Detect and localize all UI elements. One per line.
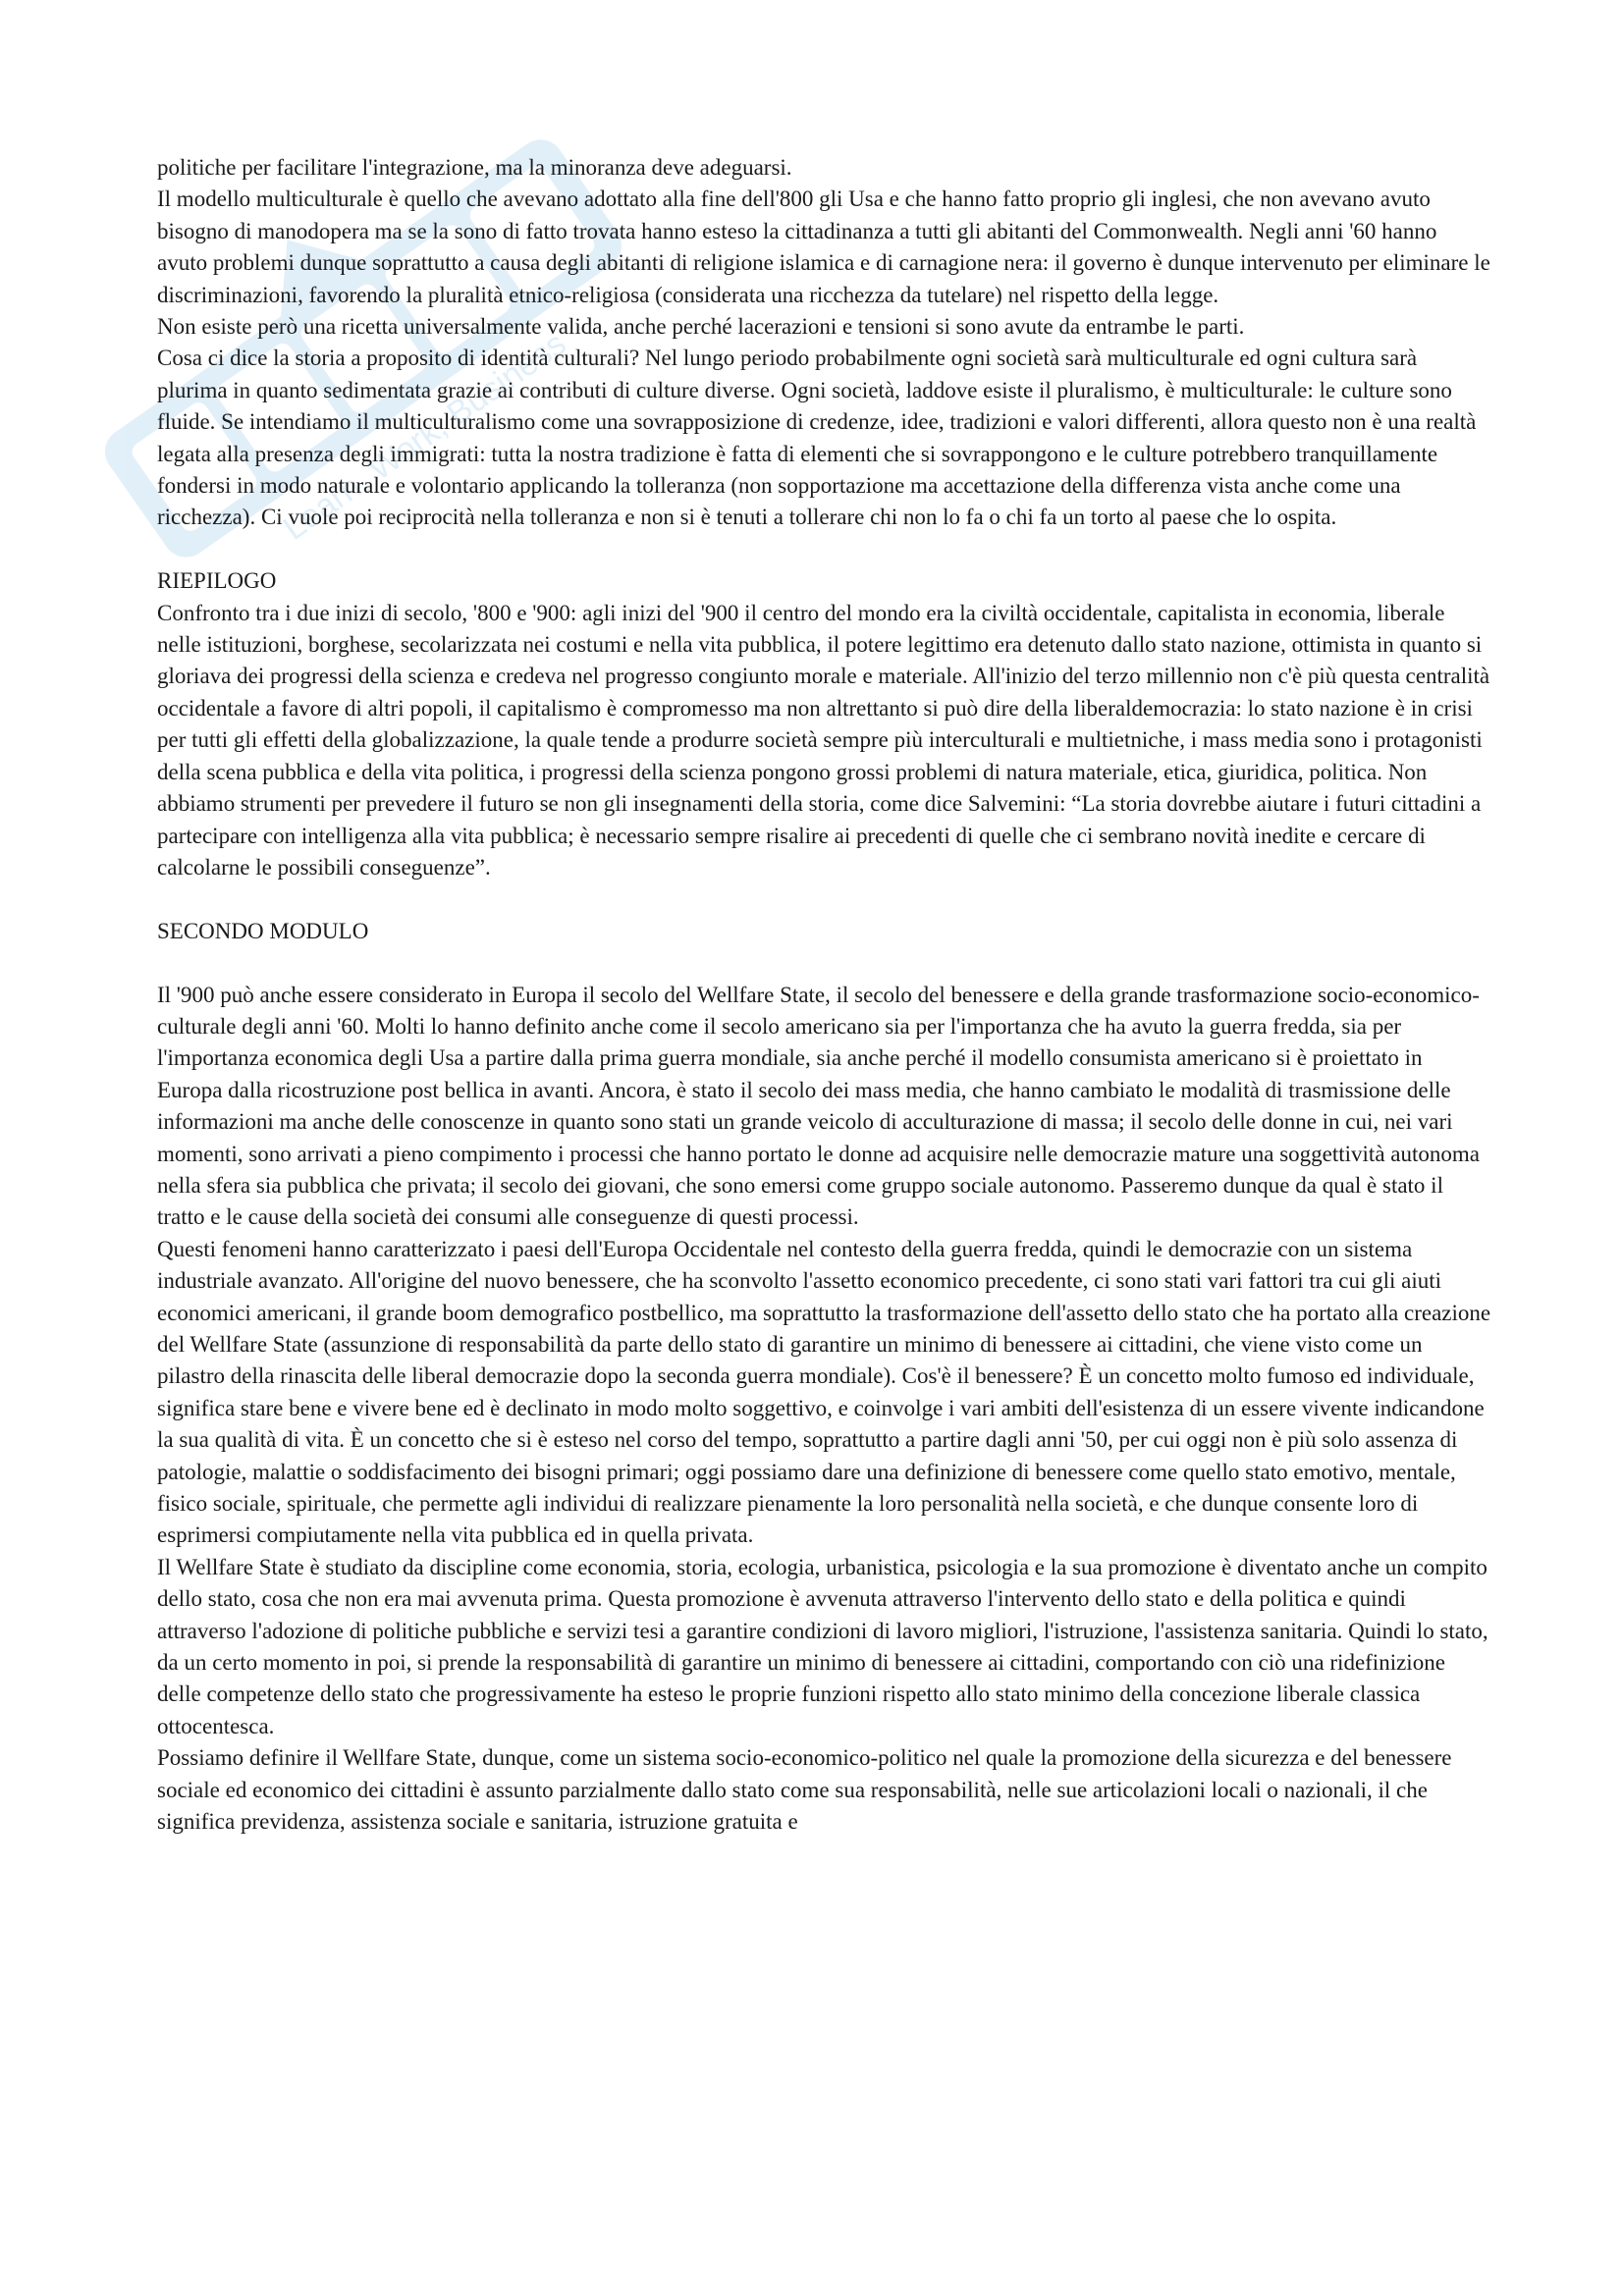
paragraph-wellfare-definition: Possiamo definire il Wellfare State, dunque, come un sistema socio-economico-politico nel quale la promozione della sicurezza e del benessere sociale ed economico dei cittadini è assunto parzialmente dallo stato come sua responsabilità, nelle sue articolazioni locali o nazionali, il che significa previdenza, assistenza sociale e sanitaria, istruzione gratuita e [157,1745,1452,1835]
paragraph-wellfare-disciplines: Il Wellfare State è studiato da discipline come economia, storia, ecologia, urbanistica, psicologia e la sua promozione è diventato anche un compito dello stato, cosa che non era mai avvenuta prima. Questa promozione è avvenuta attraverso l'intervento dello stato e della politica e quindi attraverso l'adozione di politiche pubbliche e servizi tesi a garantire condizioni di lavoro migliori, l'istruzione, l'assistenza sanitaria. Quindi lo stato, da un certo momento in poi, si prende la responsabilità di garantire un minimo di benessere ai cittadini, comportando con ciò una ridefinizione delle competenze dello stato che progressivamente ha esteso le proprie funzioni rispetto allo stato minimo della concezione liberale classica ottocentesca. [157,1554,1488,1738]
spacer [157,534,1492,565]
paragraph-western-europe: Questi fenomeni hanno caratterizzato i paesi dell'Europa Occidentale nel contesto della guerra fredda, quindi le democrazie con un sistema industriale avanzato. All'origine del nuovo benessere, che ha sconvolto l'assetto economico precedente, ci sono stati vari fattori tra cui gli aiuti economici americani, il grande boom demografico postbellico, ma soprattutto la trasformazione dell'assetto dello stato che ha portato alla creazione del Wellfare State (assunzione di responsabilità da parte dello stato di garantire un minimo di benessere ai cittadini, che viene visto come un pilastro della rinascita delle liberal democrazie dopo la seconda guerra mondiale). Cos'è il benessere? È un concetto molto fumoso ed individuale, significa stare bene e vivere bene ed è declinato in modo molto soggettivo, e coinvolge i vari ambiti dell'esistenza di un essere vivente indicandone la sua qualità di vita. È un concetto che si è esteso nel corso del tempo, soprattutto a partire dagli anni '50, per cui oggi non è più solo assenza di patologie, malattie o soddisfacimento dei bisogni primari; oggi possiamo dare una definizione di benessere come quello stato emotivo, mentale, fisico sociale, spirituale, che permette agli individui di realizzare pienamente la loro personalità nella società, e che dunque consente loro di esprimersi compiutamente nella vita pubblica ed in quella privata. [157,1236,1491,1548]
heading-riepilogo: RIEPILOGO [157,568,277,594]
heading-secondo-modulo: SECONDO MODULO [157,918,369,943]
paragraph-integration: politiche per facilitare l'integrazione, ma la minoranza deve adeguarsi. [157,155,792,180]
paragraph-multicultural-model: Il modello multiculturale è quello che avevano adottato alla fine dell'800 gli Usa e che hanno fatto proprio gli inglesi, che non avevano avuto bisogno di manodopera ma se la sono di fatto trovata hanno esteso la cittadinanza a tutti gli abitanti del Commonwealth. Negli anni '60 hanno avuto problemi dunque soprattutto a causa degli abitanti di religione islamica e di carnagione nera: il governo è dunque intervenuto per eliminare le discriminazioni, favorendo la pluralità etnico-religiosa (considerata una ricchezza da tutelare) nel rispetto della legge. [157,187,1490,307]
paragraph-no-universal-recipe: Non esiste però una ricetta universalmente valida, anche perché lacerazioni e tensioni si sono avute da entrambe le parti. [157,314,1245,340]
spacer [157,883,1492,915]
spacer [157,947,1492,979]
document-page [157,152,1492,1838]
watermark-slogan: Learn, Work, Business [276,324,573,548]
paragraph-cultural-identity: Cosa ci dice la storia a proposito di identità culturali? Nel lungo periodo probabilmente ogni società sarà multiculturale ed ogni cultura sarà plurima in quanto sedimentata grazie ai contributi di culture diverse. Ogni società, laddove esiste il pluralismo, è multiculturale: le culture sono fluide. Se intendiamo il multiculturalismo come una sovrapposizione di credenze, idee, tradizioni e valori differenti, allora questo non è una realtà legata alla presenza degli immigrati: tutta la nostra tradizione è fatta di elementi che si sovrappongono e le culture potrebbero tranquillamente fondersi in modo naturale e volontario applicando la tolleranza (non sopportazione ma accettazione della differenza vista anche come una ricchezza). Ci vuole poi reciprocità nella tolleranza e non si è tenuti a tollerare chi non lo fa o chi fa un torto al paese che lo ospita. [157,346,1477,530]
paragraph-wellfare-century: Il '900 può anche essere considerato in Europa il secolo del Wellfare State, il secolo del benessere e della grande trasformazione socio-economico-culturale degli anni '60. Molti lo hanno definito anche come il secolo americano sia per l'importanza che ha avuto la guerra fredda, sia per l'importanza economica degli Usa a partire dalla prima guerra mondiale, sia anche perché il modello consumista americano si è proiettato in Europa dalla ricostruzione post bellica in avanti. Ancora, è stato il secolo dei mass media, che hanno cambiato le modalità di trasmissione delle informazioni ma anche delle conoscenze in quanto sono stati un grande veicolo di acculturazione di massa; il secolo delle donne in cui, nei vari momenti, sono arrivati a pieno compimento i processi che hanno portato le donne ad acquisire nelle democrazie mature una soggettività autonoma nella sfera sia pubblica che privata; il secolo dei giovani, che sono emersi come gruppo sociale autonomo. Passeremo dunque da qual è stato il tratto e le cause della società dei consumi alle conseguenze di questi processi. [157,982,1480,1230]
paragraph-riepilogo: Confronto tra i due inizi di secolo, '800 e '900: agli inizi del '900 il centro del mondo era la civiltà occidentale, capitalista in economia, liberale nelle istituzioni, borghese, secolarizzata nei costumi e nella vita pubblica, il potere legittimo era detenuto dallo stato nazione, ottimista in quanto si gloriava dei progressi della scienza e credeva nel progresso congiunto morale e materiale. All'inizio del terzo millennio non c'è più questa centralità occidentale a favore di altri popoli, il capitalismo è compromesso ma non altrettanto si può dire della liberaldemocrazia: lo stato nazione è in crisi per tutti gli effetti della globalizzazione, la quale tende a produrre società sempre più interculturali e multietniche, i mass media sono i protagonisti della scena pubblica e della vita politica, i progressi della scienza pongono grossi problemi di natura materiale, etica, giuridica, politica. Non abbiamo strumenti per prevedere il futuro se non gli insegnamenti della storia, come dice Salvemini: “La storia dovrebbe aiutare i futuri cittadini a partecipare con intelligenza alla vita pubblica; è necessario sempre risalire ai precedenti di quelle che ci sembrano novità inedite e cercare di calcolarne le possibili conseguenze”. [157,600,1490,880]
